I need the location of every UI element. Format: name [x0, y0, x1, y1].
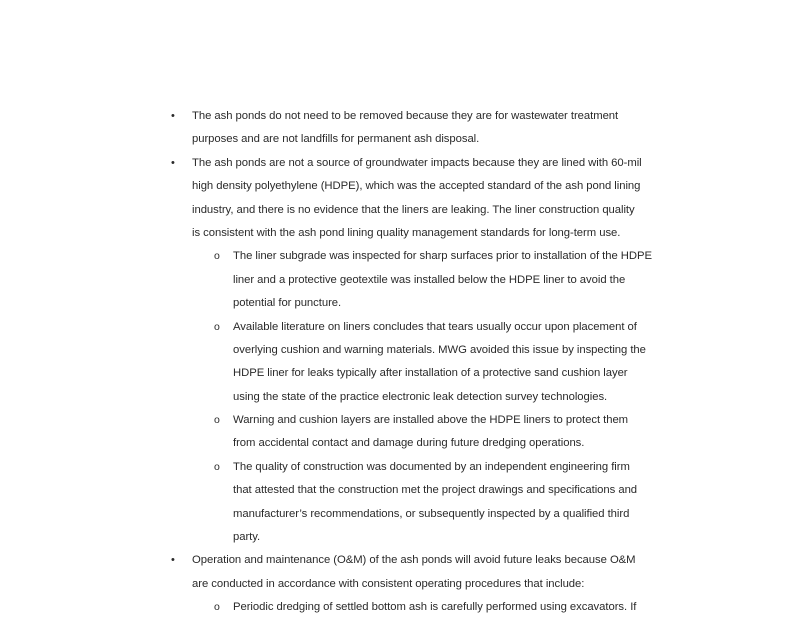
bullet-marker: •: [171, 554, 175, 567]
sub-item-text: liner and a protective geotextile was installed below the HDPE liner to avoid the: [233, 273, 626, 286]
sub-item-line: [0, 339, 800, 362]
sub-item-text: Periodic dredging of settled bottom ash is carefully performed using excavators. If: [233, 601, 637, 614]
sub-item-line: [0, 596, 800, 619]
list-item-text: The ash ponds are not a source of groundwater impacts because they are lined with 60-mil: [192, 156, 642, 169]
sub-bullet-marker: o: [214, 460, 220, 473]
bullet-list: [0, 105, 800, 620]
sub-item-line: [0, 386, 800, 409]
sub-item-text: that attested that the construction met the project drawings and specifications and: [233, 484, 638, 497]
list-item-line: [0, 105, 800, 128]
sub-item-text: potential for puncture.: [233, 297, 342, 310]
sub-bullet-marker: o: [214, 414, 220, 427]
sub-bullet-marker: o: [214, 320, 220, 333]
sub-item-line: [0, 269, 800, 292]
sub-item-line: [0, 292, 800, 315]
list-item-line: [0, 549, 800, 572]
sub-item-line: [0, 456, 800, 479]
list-item-line: [0, 199, 800, 222]
sub-item-text: HDPE liner for leaks typically after installation of a protective sand cushion layer: [233, 367, 628, 380]
list-item-text: The ash ponds do not need to be removed because they are for wastewater treatment: [192, 110, 619, 122]
list-item-text: purposes and are not landfills for permanent ash disposal.: [192, 133, 480, 146]
sub-item-line: [0, 409, 800, 432]
list-item-line: [0, 175, 800, 198]
sub-item-text: using the state of the practice electronic leak detection survey technologies.: [233, 390, 608, 403]
list-item-text: industry, and there is no evidence that the liners are leaking. The liner construction quality: [192, 203, 635, 216]
sub-item-line: [0, 432, 800, 455]
sub-item-line: [0, 316, 800, 339]
sub-item-text: overlying cushion and warning materials. MWG avoided this issue by inspecting the: [233, 343, 646, 356]
bullet-marker: •: [171, 156, 175, 169]
sub-item-text: The liner subgrade was inspected for sharp surfaces prior to installation of the HDPE: [233, 250, 652, 263]
list-item-line: [0, 128, 800, 151]
sub-item-line: [0, 503, 800, 526]
list-item-text: high density polyethylene (HDPE), which was the accepted standard of the ash pond lining: [192, 180, 641, 193]
list-item-text: is consistent with the ash pond lining quality management standards for long-term use.: [192, 226, 621, 239]
sub-item-text: manufacturer’s recommendations, or subsequently inspected by a qualified third: [233, 507, 630, 520]
list-item-text: Operation and maintenance (O&M) of the ash ponds will avoid future leaks because O&M: [192, 554, 636, 567]
sub-bullet-marker: o: [214, 601, 220, 614]
sub-bullet-marker: o: [214, 250, 220, 263]
sub-item-line: [0, 526, 800, 549]
sub-item-text: Available literature on liners concludes that tears usually occur upon placement of: [233, 320, 637, 333]
list-item-text: are conducted in accordance with consistent operating procedures that include:: [192, 577, 585, 590]
list-item-line: [0, 573, 800, 596]
sub-item-text: Warning and cushion layers are installed above the HDPE liners to protect them: [233, 414, 629, 427]
sub-item-line: [0, 479, 800, 502]
sub-item-text: The quality of construction was documented by an independent engineering firm: [233, 460, 630, 473]
list-item-line: [0, 222, 800, 245]
bullet-marker: •: [171, 110, 175, 122]
sub-item-line: [0, 362, 800, 385]
sub-item-line: [0, 245, 800, 268]
sub-item-text: party.: [233, 531, 261, 544]
sub-item-text: from accidental contact and damage during future dredging operations.: [233, 437, 585, 450]
list-item-line: [0, 152, 800, 175]
